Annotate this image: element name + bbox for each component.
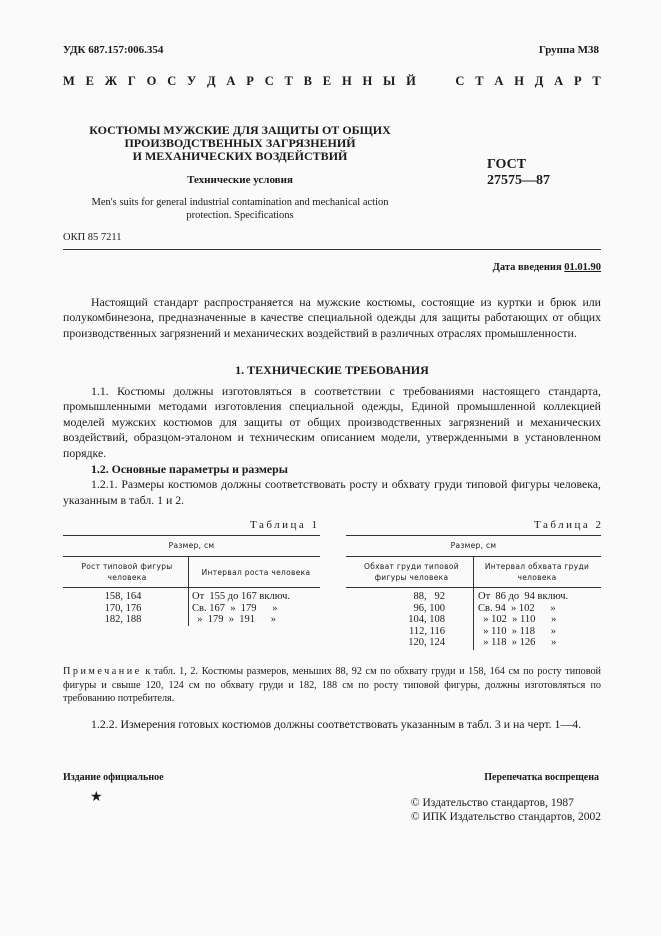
heading-letter: Д — [207, 74, 216, 88]
table-1-col1-header: Рост типовой фигуры человека — [81, 562, 173, 582]
table-cell: Св. 94 » 102 » — [478, 602, 556, 614]
effective-date-label: Дата введения — [492, 262, 562, 273]
heading-letter: Р — [573, 74, 582, 88]
english-title — [63, 196, 417, 222]
intro-paragraph — [63, 295, 601, 341]
okp-code: ОКП 85 7211 — [63, 232, 122, 243]
table-2-column-divider — [473, 556, 474, 650]
english-title-line-2: protection. Specifications — [186, 210, 294, 221]
paragraph-1-2-2-block — [63, 717, 601, 732]
heading-letter: Д — [534, 74, 544, 88]
table-cell: От 155 до 167 включ. — [192, 591, 291, 602]
paragraph-1-2-title: 1.2. Основные параметры и размеры — [91, 462, 288, 477]
table-cell: 104, 108 — [408, 614, 445, 625]
heading-word-gap — [427, 74, 445, 89]
table-1-col1-values — [63, 591, 183, 626]
heading-letter: Н — [362, 74, 373, 88]
table-2-top-rule — [346, 535, 601, 536]
interstate-standard-heading — [63, 74, 601, 89]
heading-letter: Т — [284, 74, 293, 88]
table-cell: 96, 100 — [413, 602, 445, 614]
gost-label: ГОСТ — [487, 157, 527, 172]
paragraph-1-1: 1.1. Костюмы должны изготовляться в соответствии с требованиями настоящего стандарта, промышленными методами изготовления специальной одежды, Единой промышленной коллекцией моделей мужских костюмов для защиты от общих производственных загрязнений и механических воздействий, образцом-эталоном и техническим описанием модели, утвержденными в установленном порядке. — [63, 384, 601, 460]
table-2-col2-values — [478, 591, 598, 649]
table-2-caption: Таблица 2 — [534, 519, 604, 531]
table-2-header-rule — [346, 587, 601, 588]
table-cell: 158, 164 — [104, 591, 142, 602]
heading-letter: С — [455, 74, 465, 88]
table-cell: От 86 до 94 включ. — [478, 591, 569, 602]
table-1-caption: Таблица 1 — [250, 519, 320, 531]
table-cell: » 110 » 118 » — [478, 625, 556, 637]
heading-letter: С — [264, 74, 274, 88]
official-edition-label: Издание официальное — [63, 772, 164, 783]
note-label: Примечание — [63, 666, 142, 677]
heading-letter: Г — [127, 74, 136, 88]
table-cell: 120, 124 — [408, 637, 445, 648]
note-text: к табл. 1, 2. Костюмы размеров, меньших 88, 92 см по обхвату груди и 158, 164 см по росту типовой фигуры и свыше 120, 124 см по обхвату груди и 182, 188 см по росту типовой фигуры, должны изготовляться по требованию потребителя. — [63, 666, 601, 704]
heading-letter: А — [226, 74, 236, 88]
table-cell: Св. 167 » 179 » — [192, 602, 278, 614]
table-cell: » 179 » 191 » — [192, 614, 276, 625]
header-divider — [63, 249, 601, 250]
table-note — [63, 665, 601, 706]
english-title-line-1: Men's suits for general industrial contamination and mechanical action — [91, 197, 389, 208]
heading-letter: Н — [341, 74, 352, 88]
effective-date — [493, 262, 601, 273]
copyright-2002: © ИПК Издательство стандартов, 2002 — [410, 811, 601, 823]
table-1-column-divider — [188, 556, 189, 626]
section-1-title: 1. ТЕХНИЧЕСКИЕ ТРЕБОВАНИЯ — [235, 363, 429, 377]
effective-date-value: 01.01.90 — [564, 262, 601, 273]
heading-letter: Е — [322, 74, 332, 88]
document-subtitle: Технические условия — [187, 174, 293, 186]
table-cell: 182, 188 — [104, 614, 142, 625]
title-line-1: КОСТЮМЫ МУЖСКИЕ ДЛЯ ЗАЩИТЫ ОТ ОБЩИХ — [89, 123, 391, 137]
copyright-block — [411, 796, 601, 824]
table-2-group-header: Размер, см — [450, 541, 497, 550]
title-line-2: ПРОИЗВОДСТВЕННЫХ ЗАГРЯЗНЕНИЙ — [124, 136, 356, 150]
heading-letter: В — [303, 74, 312, 88]
table-1-col2-header: Интервал роста человека — [201, 568, 311, 577]
table-2-col1-values — [346, 591, 469, 649]
star-icon: ★ — [90, 790, 103, 805]
heading-letter: Н — [514, 74, 524, 88]
table-2-col1-header: Обхват груди типовой фигуры человека — [364, 562, 459, 582]
heading-letter: Р — [246, 74, 254, 88]
table-1-header-rule — [63, 587, 320, 588]
group-code: Группа М38 — [538, 44, 599, 56]
heading-letter: Ы — [383, 74, 396, 88]
heading-letter: А — [494, 74, 504, 88]
paragraph-1-2-1: 1.2.1. Размеры костюмов должны соответствовать росту и обхвату груди типовой фигуры человека, указанным в табл. 1 и 2. — [63, 477, 601, 507]
udk-code: УДК 687.157:006.354 — [63, 44, 164, 56]
heading-letter: С — [167, 74, 177, 88]
table-2-col2-header: Интервал обхвата груди человека — [484, 562, 590, 582]
copyright-1987: © Издательство стандартов, 1987 — [410, 797, 574, 809]
table-cell: » 118 » 126 » — [478, 637, 557, 648]
reprint-prohibited-label: Перепечатка воспрещена — [484, 772, 599, 783]
heading-letter: Е — [85, 74, 94, 88]
heading-letter: Й — [406, 74, 416, 88]
table-1-top-rule — [63, 535, 320, 536]
heading-letter: Т — [592, 74, 601, 88]
section-1-body — [63, 384, 601, 508]
title-line-3: И МЕХАНИЧЕСКИХ ВОЗДЕЙСТВИЙ — [132, 149, 348, 163]
table-1-col2-values — [192, 591, 320, 626]
table-cell: 88, 92 — [413, 591, 445, 602]
table-1-mid-rule — [63, 556, 320, 557]
table-cell: 112, 116 — [409, 625, 445, 637]
table-1-group-header: Размер, см — [168, 541, 215, 550]
intro-text: Настоящий стандарт распространяется на мужские костюмы, состоящие из куртки и брюк или полукомбинезона, предназначенные в качестве специальной одежды для защиты работающих от общих производственных загрязнений и механических воздействий в различных отраслях промышленности. — [63, 295, 601, 340]
gost-number: 27575—87 — [487, 173, 550, 188]
paragraph-1-2-2: 1.2.2. Измерения готовых костюмов должны соответствовать указанным в табл. 3 и на черт. 1—4. — [91, 717, 582, 731]
table-cell: 170, 176 — [104, 602, 142, 614]
heading-letter: У — [187, 74, 197, 88]
gost-designation — [487, 157, 550, 189]
table-cell: » 102 » 110 » — [478, 614, 557, 625]
heading-letter: Т — [475, 74, 484, 88]
heading-letter: М — [63, 74, 75, 88]
heading-letter: О — [146, 74, 157, 88]
heading-letter: Ж — [104, 74, 118, 88]
document-title — [63, 124, 417, 163]
heading-letter: А — [554, 74, 564, 88]
